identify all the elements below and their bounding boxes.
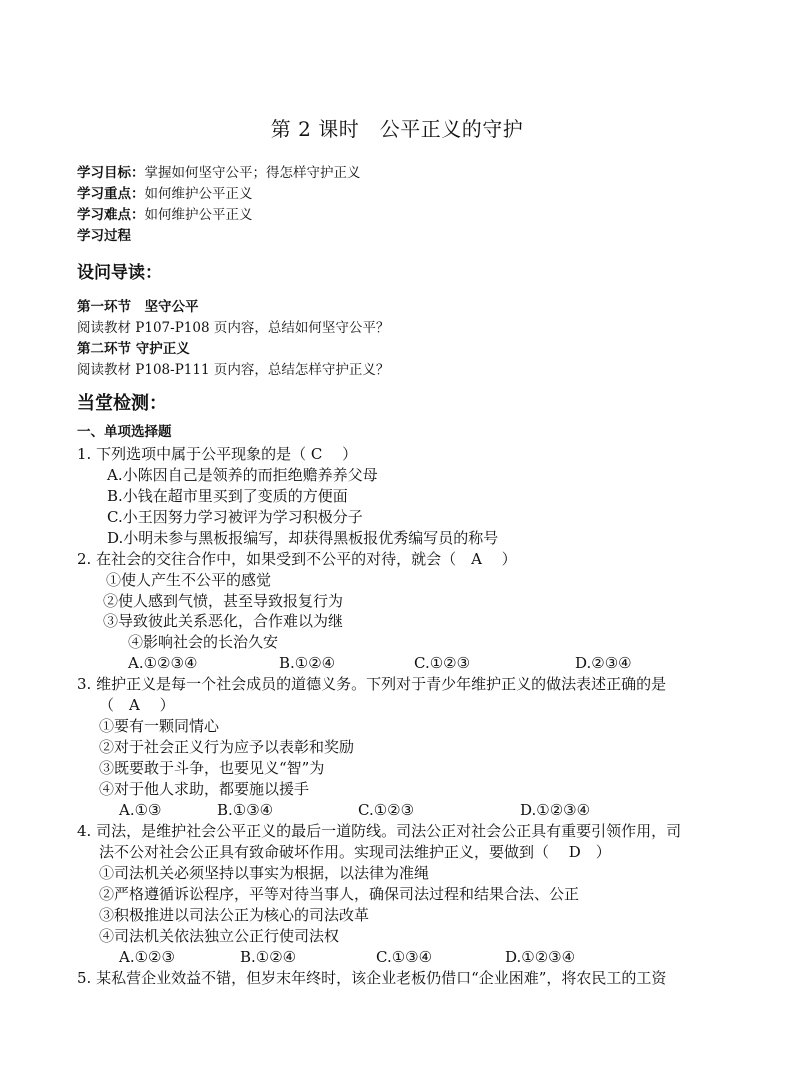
guide-step1-title: 第一环节 坚守公平	[77, 299, 199, 315]
test-heading: 当堂检测：	[77, 393, 167, 414]
page-title: 第 2 课时 公平正义的守护	[270, 117, 524, 141]
goal-target-text: 掌握如何坚守公平；得怎样守护正义	[144, 165, 361, 181]
question-2-statement-3: ③导致彼此关系恶化，合作难以为继	[103, 612, 344, 630]
goal-difficulty-label: 学习难点：	[77, 207, 145, 223]
goal-focus	[77, 186, 253, 202]
question-4-statement-2: ②严格遵循诉讼程序，平等对待当事人，确保司法过程和结果合法、公正	[99, 885, 580, 903]
question-2-choice-d: D.②③④	[575, 654, 632, 672]
question-2-choice-b: B.①②④	[279, 654, 336, 672]
question-5-stem: 5. 某私营企业效益不错，但岁末年终时，该企业老板仍借口“企业困难”，将农民工的工资	[77, 969, 667, 987]
goal-focus-label: 学习重点：	[77, 186, 145, 202]
question-2-choice-c: C.①②③	[414, 654, 471, 672]
question-4-choice-c: C.①③④	[376, 948, 433, 966]
goal-difficulty	[77, 207, 253, 223]
question-3-choice-d: D.①②③④	[520, 801, 591, 819]
question-3-choice-b: B.①③④	[217, 801, 274, 819]
question-4-stem-cont: 法不公对社会公正具有致命破坏作用。实现司法维护正义，要做到（ D ）	[99, 843, 611, 861]
question-2-statement-4: ④影响社会的长治久安	[128, 633, 279, 651]
question-2-statement-1: ①使人产生不公平的感觉	[106, 571, 272, 589]
guide-heading: 设问导读：	[77, 263, 162, 283]
question-4-stem: 4. 司法，是维护社会公平正义的最后一道防线。司法公正对社会公正具有重要引领作用，司	[77, 822, 682, 840]
goal-process-label: 学习过程	[77, 228, 131, 244]
question-4-statement-3: ③积极推进以司法公正为核心的司法改革	[99, 906, 370, 924]
question-4-statement-1: ①司法机关必须坚持以事实为根据，以法律为准绳	[99, 864, 430, 882]
guide-step1-text: 阅读教材 P107-P108 页内容，总结如何坚守公平？	[77, 320, 390, 336]
test-section-title: 一、单项选择题	[77, 424, 172, 440]
question-1-stem: 1. 下列选项中属于公平现象的是（ C ）	[77, 445, 358, 463]
question-3-stem: 3. 维护正义是每一个社会成员的道德义务。下列对于青少年维护正义的做法表述正确的是	[77, 675, 667, 693]
question-4-choice-b: B.①②④	[240, 948, 297, 966]
goal-target	[77, 165, 361, 181]
question-3-choice-a: A.①③	[119, 801, 162, 819]
question-2-stem: 2. 在社会的交往合作中，如果受到不公平的对待，就会（ A ）	[77, 550, 517, 568]
question-3-stem-answer: （ A ）	[99, 696, 175, 714]
guide-step2-title: 第二环节 守护正义	[77, 341, 190, 357]
goal-target-label: 学习目标：	[77, 165, 145, 181]
question-3-choice-c: C.①②③	[358, 801, 415, 819]
question-4-choice-a: A.①②③	[119, 948, 175, 966]
question-3-statement-1: ①要有一颗同情心	[99, 717, 220, 735]
goal-difficulty-text: 如何维护公平正义	[144, 207, 253, 223]
question-2-choice-a: A.①②③④	[128, 654, 198, 672]
question-3-statement-4: ④对于他人求助，都要施以援手	[99, 780, 310, 798]
question-1-option-c: C.小王因努力学习被评为学习积极分子	[107, 508, 363, 526]
question-3-statement-3: ③既要敢于斗争，也要见义“智”为	[99, 759, 325, 777]
question-4-choice-d: D.①②③④	[505, 948, 576, 966]
question-1-option-a: A.小陈因自己是领养的而拒绝赡养养父母	[107, 466, 378, 484]
question-2-statement-2: ②使人感到气愤，甚至导致报复行为	[103, 592, 344, 610]
question-1-option-d: D.小明未参与黑板报编写，却获得黑板报优秀编写员的称号	[107, 529, 499, 547]
question-4-statement-4: ④司法机关依法独立公正行使司法权	[99, 927, 340, 945]
question-1-option-b: B.小钱在超市里买到了变质的方便面	[107, 487, 348, 505]
question-3-statement-2: ②对于社会正义行为应予以表彰和奖励	[99, 738, 355, 756]
guide-step2-text: 阅读教材 P108-P111 页内容，总结怎样守护正义？	[77, 362, 390, 378]
goal-focus-text: 如何维护公平正义	[144, 186, 253, 202]
